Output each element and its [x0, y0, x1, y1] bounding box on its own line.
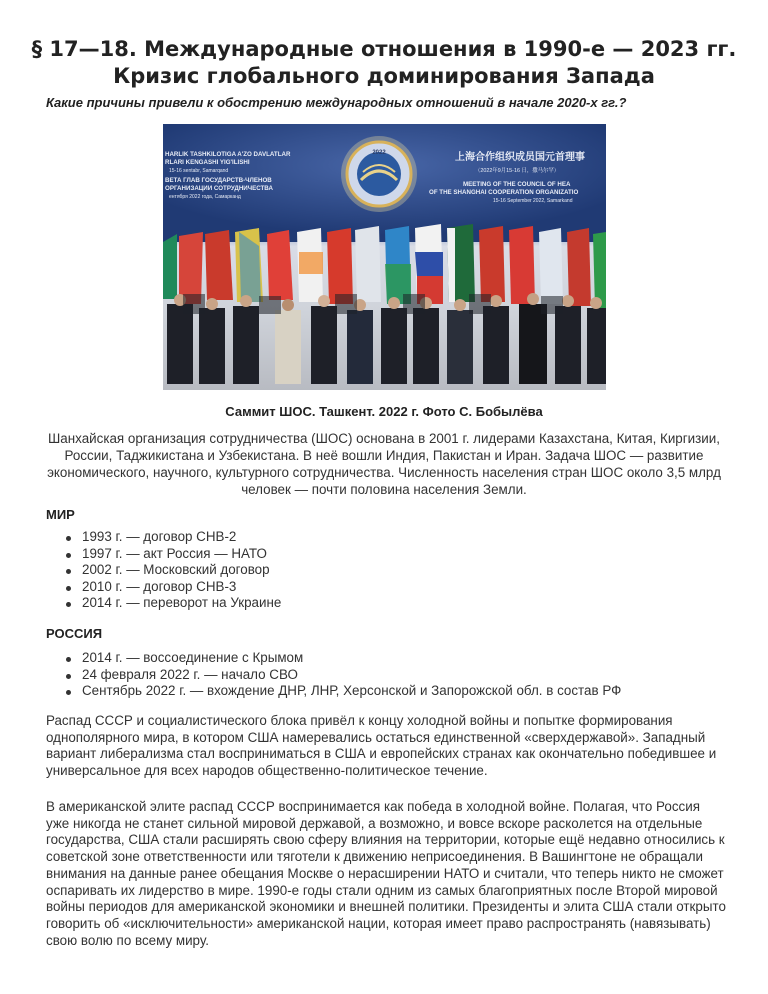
banner-left-line-6: ентября 2022 года, Самарканд [169, 194, 241, 200]
list-item: 2014 г. — воссоединение с Крымом [66, 650, 621, 667]
banner-right-line-5: 15-16 September 2022, Samarkand [493, 198, 573, 204]
banner-left-line-4: ВЕТА ГЛАВ ГОСУДАРСТВ-ЧЛЕНОВ [165, 177, 272, 184]
list-item: Сентябрь 2022 г. — вхождение ДНР, ЛНР, Херсонской и Запорожской обл. в состав РФ [66, 683, 621, 700]
world-heading: МИР [46, 507, 75, 522]
list-item: 2002 г. — Московский договор [66, 562, 281, 579]
list-item: 1997 г. — акт Россия — НАТО [66, 546, 281, 563]
svg-text:2022: 2022 [372, 150, 386, 156]
banner-left-line-5: ОРГАНИЗАЦИИ СОТРУДНИЧЕСТВА [165, 185, 273, 192]
paragraph-1: Распад СССР и социалистического блока привёл к концу холодной войны и попытке формирования однополярного мира, в котором США намеревались остаться единственной «сверхдержавой». Западный вариант либерализма стал восприниматься в США и европейских странах как окончательно победившее и универсальное для всех народов общественно-политическое течение. [46, 713, 717, 779]
title-line-1: § 17—18. Международные отношения в 1990-е — 2023 гг. [31, 37, 737, 61]
russia-heading: РОССИЯ [46, 626, 103, 641]
banner-left-line-3: 15-16 sentabr, Samarqand [169, 168, 229, 174]
list-item: 2014 г. — переворот на Украине [66, 595, 281, 612]
page-title [20, 36, 748, 90]
banner-right-line-4: OF THE SHANGHAI COOPERATION ORGANIZATIO [429, 189, 579, 196]
lead-question: Какие причины привели к обострению международных отношений в начале 2020-х гг.? [46, 95, 627, 110]
paragraph-2: В американской элите распад СССР воспринимается как победа в холодной войне. Полагая, что Россия уже никогда не станет сильной мировой державой, а возможно, и вовсе вскоре расколется на отдельные государства, США стали расширять свою сферу влияния на территории, которые ещё недавно относились к советской зоне ответственности или тяготели к движению неприсоединения. В Вашингтоне не обращали внимания на данные ранее обещания Москве о нерасширении НАТО и считали, что теперь никто не сможет оспаривать их лидерство в мире. 1990-е годы стали одним из самых благоприятных после Второй мировой войны периодов для американской экономики и внешней политики. Президенты и элита США стали открыто говорить об «исключительности» американской нации, которая имеет право распространять (навязывать) свою волю по всему миру. [46, 799, 726, 948]
world-events-list [66, 529, 281, 612]
list-item: 1993 г. — договор СНВ-2 [66, 529, 281, 546]
summit-photo-illustration [163, 124, 606, 390]
photo-caption: Саммит ШОС. Ташкент. 2022 г. Фото С. Бобылёва [225, 404, 543, 419]
banner-left-line-2: RLARI KENGASHI YIG'ILISHI [165, 159, 250, 166]
sco-logo [341, 136, 417, 212]
banner-right-line-1: 上海合作组织成员国元首理事 [455, 152, 585, 163]
summit-photo [163, 124, 606, 390]
title-line-2: Кризис глобального доминирования Запада [113, 64, 655, 88]
russia-events-list [66, 650, 621, 700]
banner-left-line-1: HARLIK TASHKILOTIGA A'ZO DAVLATLAR [165, 151, 291, 158]
list-item: 2010 г. — договор СНВ-3 [66, 579, 281, 596]
leaders-group [167, 293, 606, 384]
sco-intro-text: Шанхайская организация сотрудничества (ШОС) основана в 2001 г. лидерами Казахстана, Китая, Киргизии, России, Таджикистана и Узбекистана. В неё вошли Индия, Пакистан и Иран. Задача ШОС — развитие экономического, научного, культурного сотрудничества. Численность населения стран ШОС около 3,5 млрд человек — почти половина населения Земли. [47, 431, 721, 497]
list-item: 24 февраля 2022 г. — начало СВО [66, 667, 621, 684]
banner-right-line-3: MEETING OF THE COUNCIL OF HEA [463, 181, 571, 188]
banner-right-line-2: （2022年9月15-16 日，撒马尔罕） [475, 168, 560, 174]
